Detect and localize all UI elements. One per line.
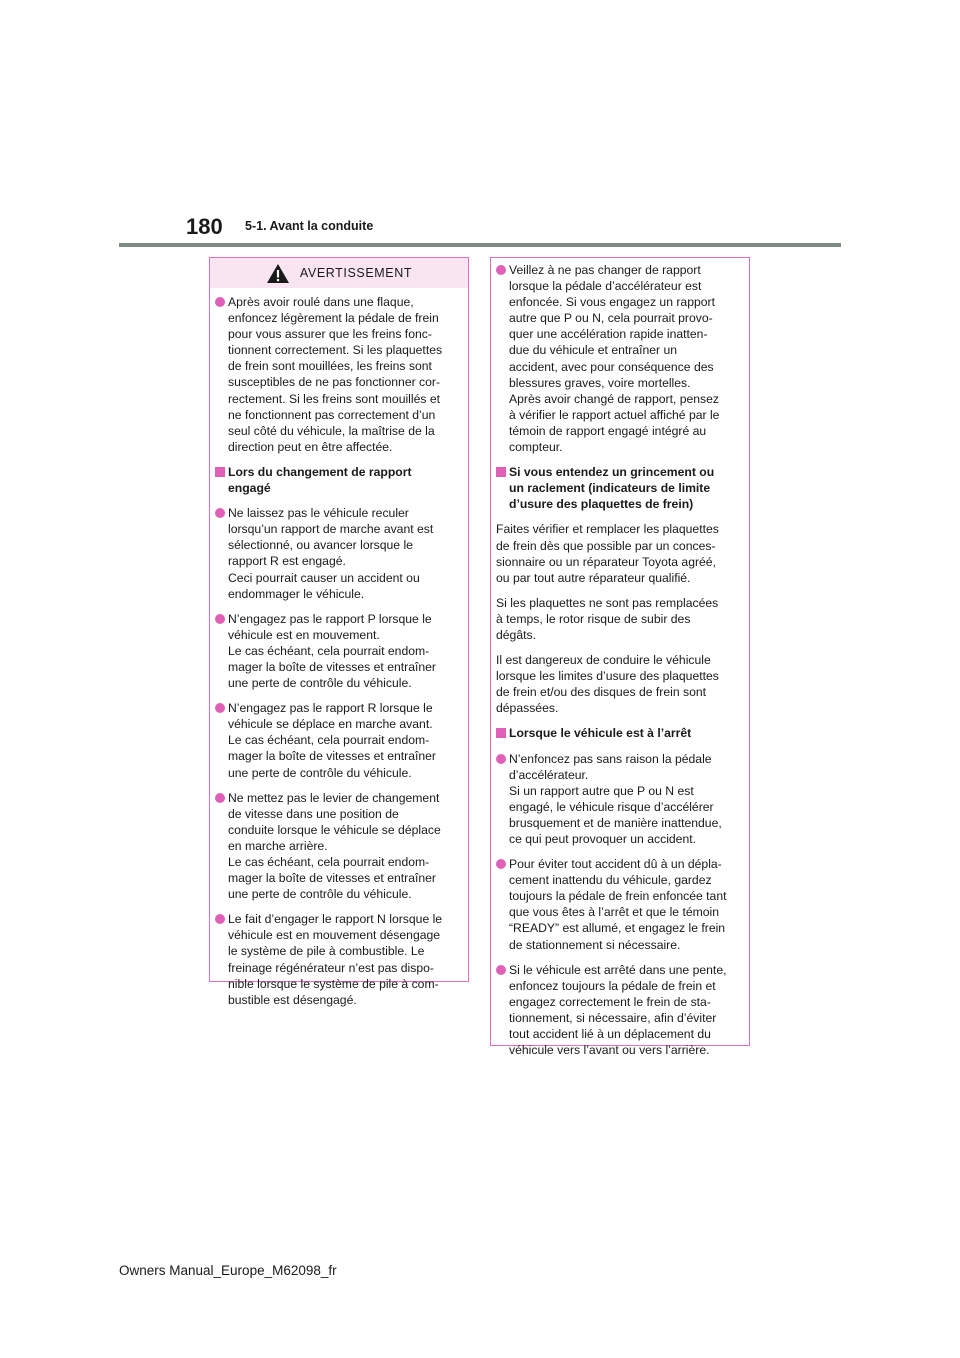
bullet-item	[210, 911, 468, 1008]
bullet-circle-icon	[215, 914, 225, 924]
bullet-item	[210, 505, 468, 602]
bullet-circle-icon	[215, 793, 225, 803]
warning-content-left	[210, 294, 468, 1008]
item-text: Veillez à ne pas changer de rapport lorsque la pédale d’accélérateur est enfoncée. Si vous engagez un rapport autre que P ou N, cela pourrait provo- quer une accélération rapide inatten- due du véhicule et entraîner un accident, avec pour conséquence des blessures graves, voire mortelles. Après avoir changé de rapport, pensez à vérifier le rapport actuel affiché par le témoin de rapport engagé intégré au compteur.	[509, 263, 720, 455]
header-rule	[119, 243, 841, 247]
bullet-item	[210, 700, 468, 780]
bullet-circle-icon	[496, 859, 506, 869]
warning-header	[210, 258, 468, 288]
item-text: Si les plaquettes ne sont pas remplacées à temps, le rotor risque de subir des dégâts.	[496, 595, 719, 642]
paragraph	[491, 652, 749, 716]
warning-triangle-icon	[266, 263, 290, 284]
bullet-circle-icon	[496, 265, 506, 275]
item-text: Pour éviter tout accident dû à un dépla- cement inattendu du véhicule, gardez toujours la pédale de frein enfoncée tant que vous êtes à l’arrêt et que le témoin “READY” est allumé, et engagez le frein de stationnement si nécessaire.	[509, 857, 727, 952]
item-text: Le fait d’engager le rapport N lorsque le véhicule est en mouvement désengage le système de pile à combustible. Le freinage régénérateur n’est pas dispo- nible lorsque le système de pile à com- bustible est désengagé.	[228, 912, 443, 1007]
item-text: N’enfoncez pas sans raison la pédale d’accélérateur. Si un rapport autre que P ou N est engagé, le véhicule risque d’accélérer brusquement et de manière inattendue, ce qui peut provoquer un accident.	[509, 751, 722, 846]
item-text: Il est dangereux de conduire le véhicule lorsque les limites d’usure des plaquettes de frein et/ou des disques de frein sont dépassées.	[496, 653, 719, 716]
heading-square-icon	[215, 467, 225, 477]
sub-heading	[210, 464, 468, 496]
item-text: N’engagez pas le rapport P lorsque le véhicule est en mouvement. Le cas échéant, cela pourrait endom- mager la boîte de vitesses et entraîner une perte de contrôle du véhicule.	[228, 611, 436, 691]
warning-content-right	[491, 262, 749, 1058]
bullet-circle-icon	[215, 703, 225, 713]
item-text: N’engagez pas le rapport R lorsque le véhicule se déplace en marche avant. Le cas échéant, cela pourrait endom- mager la boîte de vitesses et entraîner une perte de contrôle du véhicule.	[228, 701, 436, 780]
warning-title: AVERTISSEMENT	[299, 266, 413, 280]
bullet-circle-icon	[215, 508, 225, 518]
item-text: Faites vérifier et remplacer les plaquettes de frein dès que possible par un conces- sionnaire ou un réparateur Toyota agréé, ou par tout autre réparateur qualifié.	[496, 522, 719, 585]
bullet-item	[210, 790, 468, 903]
item-text: Ne laissez pas le véhicule reculer lorsqu’un rapport de marche avant est sélectionné, ou avancer lorsque le rapport R est engagé. Ceci pourrait causer un accident ou endommager le véhicule.	[228, 506, 434, 601]
bullet-item	[210, 611, 468, 691]
sub-heading	[491, 725, 749, 741]
item-text: Si vous entendez un grincement ou un raclement (indicateurs de limite d’usure des plaquettes de frein)	[509, 465, 715, 512]
item-text: Lors du changement de rapport engagé	[228, 464, 412, 496]
bullet-circle-icon	[215, 297, 225, 307]
bullet-item	[491, 262, 749, 455]
bullet-item	[491, 962, 749, 1059]
item-text: Ne mettez pas le levier de changement de vitesse dans une position de conduite lorsque le véhicule se déplace en marche arrière. Le cas échéant, cela pourrait endom- mager la boîte de vitesses et entraîner une perte de contrôle du véhicule.	[228, 790, 441, 902]
bullet-circle-icon	[496, 965, 506, 975]
item-text: Si le véhicule est arrêté dans une pente, enfoncez toujours la pédale de frein et engagez correctement le frein de sta- tionnement, si nécessaire, afin d’éviter tout accident lié à un déplacement du véhicule vers l’avant ou vers l’arrière.	[509, 962, 727, 1058]
page-number: 180	[186, 214, 223, 239]
paragraph	[491, 595, 749, 643]
warning-box-left	[209, 257, 469, 1007]
bullet-item	[491, 856, 749, 953]
sub-heading	[491, 464, 749, 512]
item-text: Après avoir roulé dans une flaque, enfoncez légèrement la pédale de frein pour vous assurer que les freins fonc- tionnent correctement. Si les plaquettes de frein sont mouillées, les freins sont susceptibles de ne pas fonctionner cor- rectement. Si les freins sont mouillés et ne fonctionnent pas correctement d’un seul côté du véhicule, la maîtrise de la direction peut en être affectée.	[228, 295, 443, 454]
heading-square-icon	[496, 728, 506, 738]
bullet-circle-icon	[215, 614, 225, 624]
bullet-item	[210, 294, 468, 455]
warning-box-right	[490, 257, 750, 1058]
item-text: Lorsque le véhicule est à l’arrêt	[509, 726, 692, 741]
section-title: 5-1. Avant la conduite	[245, 219, 374, 233]
footer-text: Owners Manual_Europe_M62098_fr	[119, 1263, 337, 1278]
bullet-item	[491, 751, 749, 848]
paragraph	[491, 521, 749, 585]
bullet-circle-icon	[496, 754, 506, 764]
heading-square-icon	[496, 467, 506, 477]
